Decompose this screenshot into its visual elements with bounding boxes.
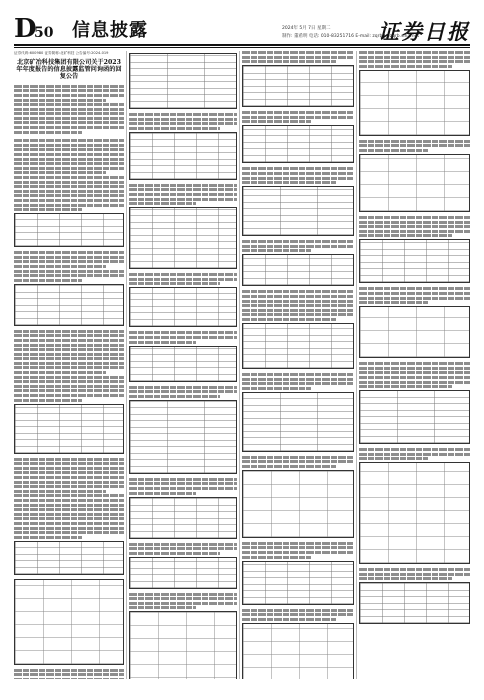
column-divider (356, 51, 357, 679)
data-table (359, 239, 470, 283)
data-table (242, 470, 354, 538)
editor-contact: 制作: 董希明 电话: 010-83251716 E-mail: zqrb9@zqrb.sina.net (282, 34, 420, 39)
data-table (242, 186, 354, 236)
data-table (129, 132, 237, 180)
data-table (129, 207, 237, 269)
issue-date: 2024年 5月 7日 星期二 (282, 26, 331, 31)
data-table (129, 611, 237, 679)
data-table (129, 400, 237, 474)
data-table (359, 70, 470, 136)
data-table (242, 561, 354, 605)
masthead (14, 16, 470, 42)
column-divider (126, 51, 127, 679)
data-table (129, 287, 237, 327)
page-letter: D (14, 14, 37, 44)
data-table (14, 404, 124, 454)
column-4 (359, 51, 470, 679)
data-table (14, 541, 124, 575)
page-number: 50 (34, 25, 54, 41)
data-table (359, 582, 470, 624)
data-table (129, 53, 237, 109)
column-1 (14, 51, 124, 679)
data-table (242, 254, 354, 286)
data-table (359, 154, 470, 212)
data-table (242, 125, 354, 163)
data-table (129, 497, 237, 539)
data-table (242, 323, 354, 369)
data-table (242, 392, 354, 452)
data-table (359, 390, 470, 444)
data-table (242, 623, 354, 679)
data-table (359, 462, 470, 564)
data-table (129, 346, 237, 382)
data-table (14, 213, 124, 247)
article-header-line: 证券代码:600980 证券简称:北矿科技 公告编号:2024-019 (14, 51, 109, 55)
column-2 (129, 51, 237, 679)
data-table (14, 579, 124, 665)
column-divider (239, 51, 240, 679)
data-table (129, 557, 237, 589)
masthead-rule-thin (14, 47, 470, 48)
section-title: 信息披露 (72, 20, 148, 41)
article-title: 北京矿冶科技集团有限公司关于2023年年度报告的信息披露监管问询函的回复公告 (16, 58, 122, 81)
newspaper-logo: 证券日报 (378, 19, 470, 44)
data-table (242, 65, 354, 107)
data-table (14, 284, 124, 326)
column-3 (242, 51, 354, 679)
data-table (359, 306, 470, 358)
masthead-rule (14, 44, 470, 46)
